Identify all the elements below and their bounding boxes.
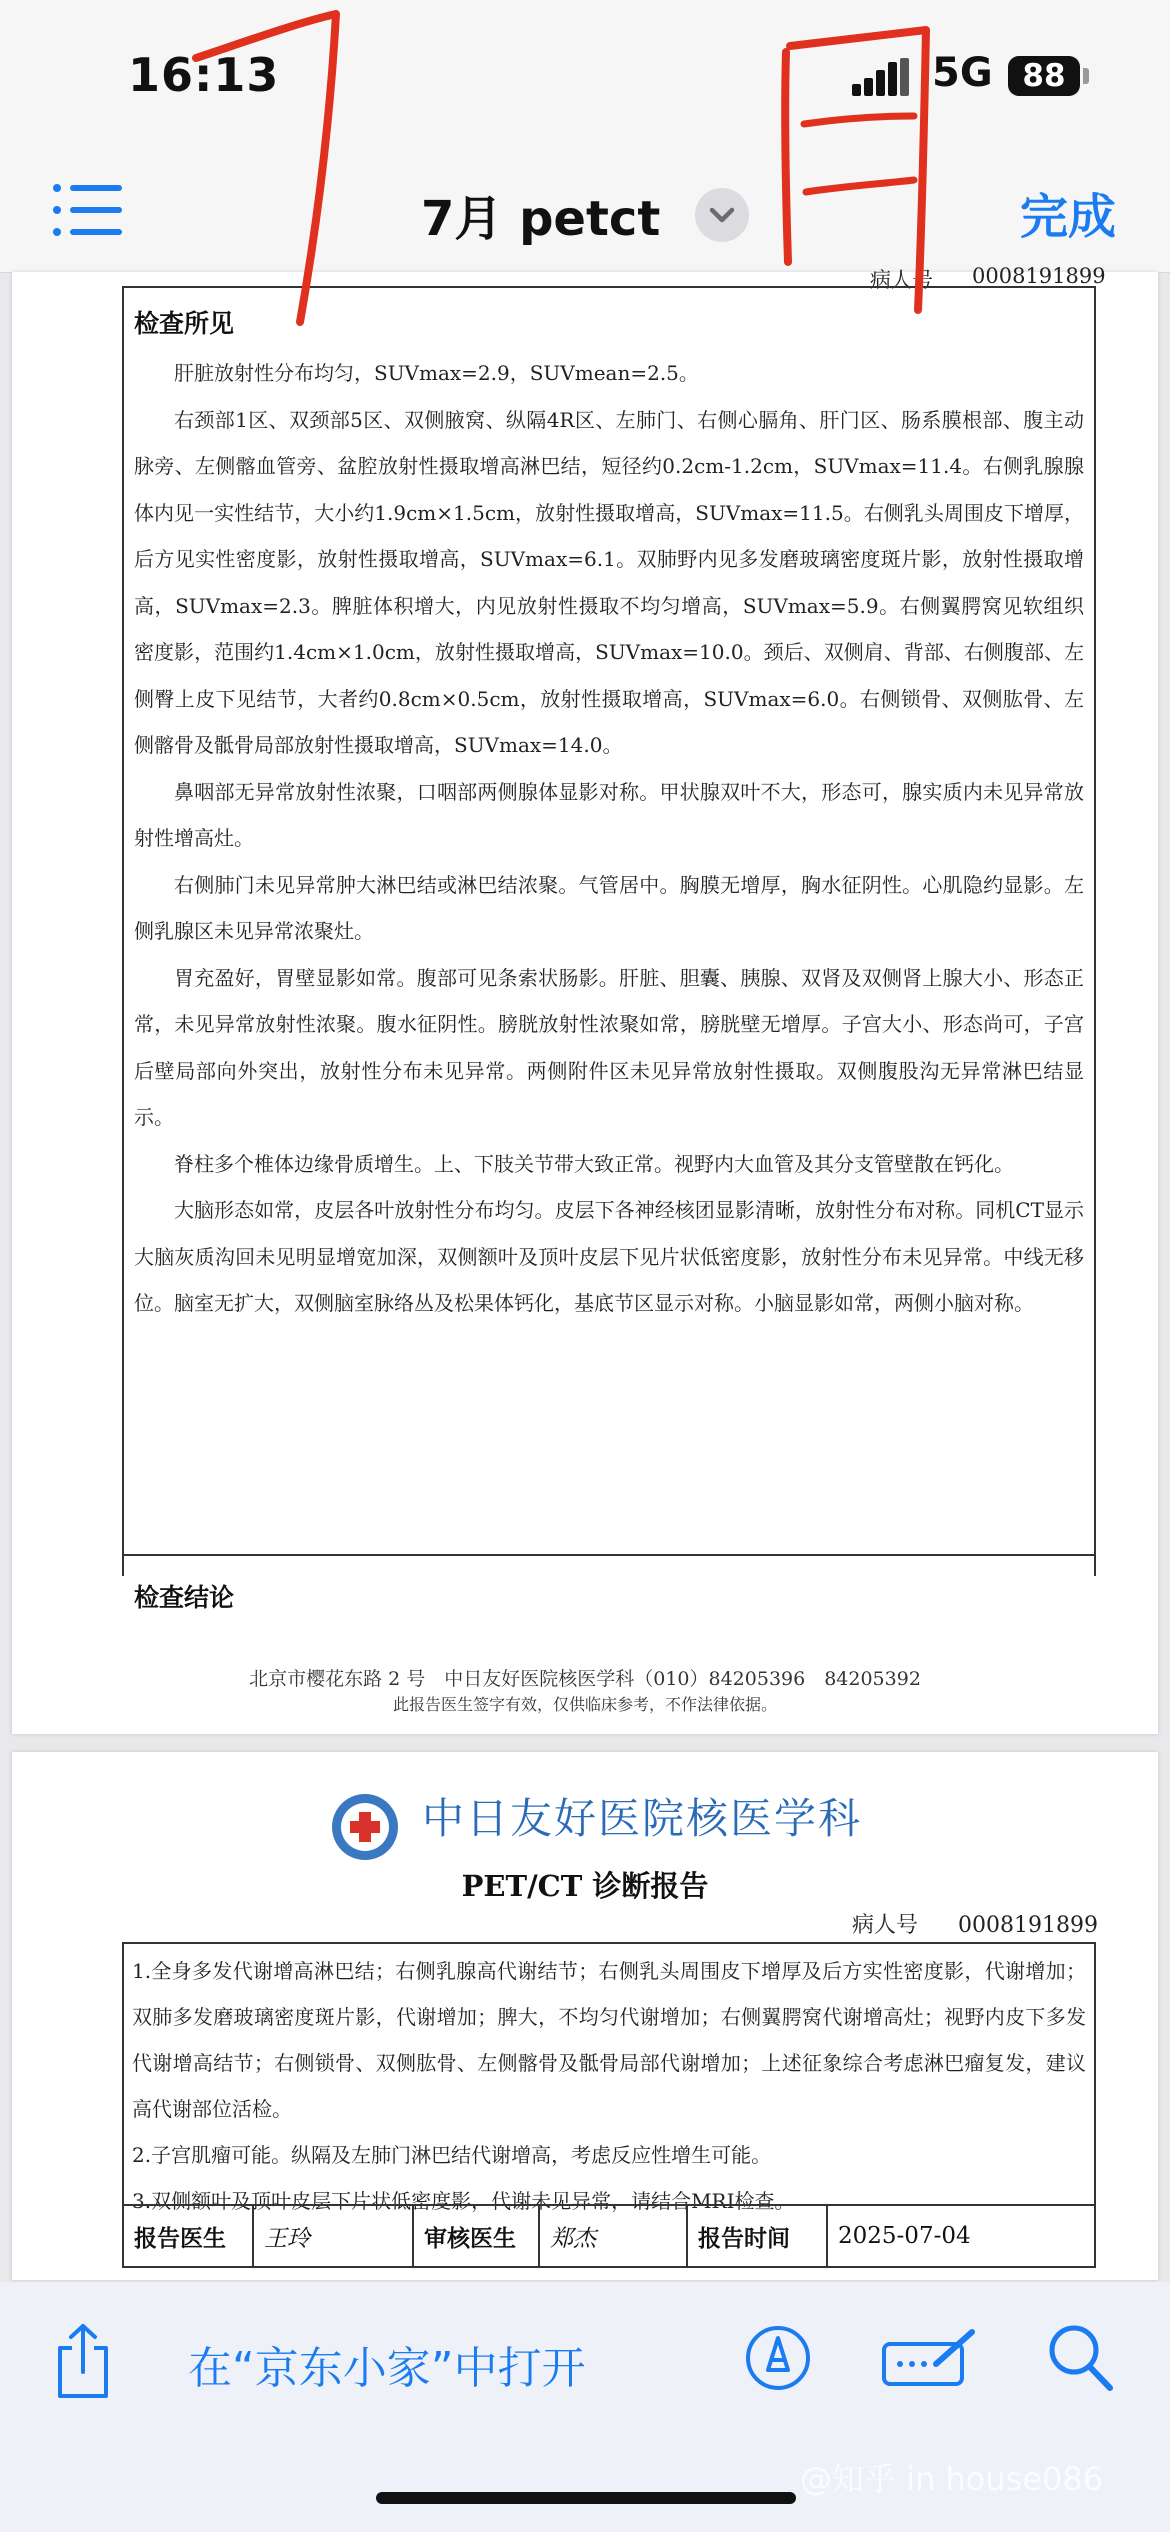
document-page-1[interactable] (12, 264, 1158, 1734)
finding-paragraph: 肝脏放射性分布均匀，SUVmax=2.9，SUVmean=2.5。 (174, 361, 699, 385)
report-title: PET/CT 诊断报告 (461, 1869, 709, 1903)
findings-heading: 检查所见 (134, 309, 235, 338)
report-doctor-signature: 王玲 (254, 2206, 414, 2266)
markup-pen-icon[interactable] (744, 2324, 812, 2392)
conclusion-box (122, 1942, 1096, 2268)
status-bar (0, 0, 1170, 150)
finding-paragraph: 大脑形态如常，皮层各叶放射性分布均匀。皮层下各神经核团显影清晰，放射性分布对称。同机CT显示大脑灰质沟回未见明显增宽加深，双侧额叶及顶叶皮层下见片状低密度影，放射性分布未见异常。中线无移位。脑室无扩大，双侧脑室脉络丛及松果体钙化，基底节区显示对称。小脑显影如常，两侧小脑对称。 (134, 1198, 1084, 1315)
conclusion-heading: 检查结论 (134, 1583, 235, 1612)
hospital-logo-icon (332, 1794, 398, 1860)
findings-box (122, 286, 1096, 1612)
page-footer-disclaimer: 此报告医生签字有效，仅供临床参考，不作法律依据。 (392, 1695, 777, 1714)
hospital-name: 中日友好医院核医学科 (422, 1794, 863, 1843)
battery-icon: 88 (1008, 56, 1080, 96)
patient-id-value-cut: 0008191899 (972, 264, 1106, 288)
section-divider (124, 1554, 1094, 1556)
battery-tip (1083, 68, 1089, 84)
conclusion-item: 3.双侧额叶及顶叶皮层下片状低密度影，代谢未见异常，请结合MRI检查。 (132, 2189, 795, 2213)
report-time-label: 报告时间 (688, 2206, 828, 2266)
conclusion-item: 2.子宫肌瘤可能。纵隔及左肺门淋巴结代谢增高，考虑反应性增生可能。 (132, 2143, 772, 2167)
document-title-text: 7月 petct (420, 191, 661, 247)
patient-id (852, 1908, 1098, 1939)
watermark: @知乎 in house086 (800, 2460, 1104, 2498)
signature-icon[interactable] (880, 2326, 978, 2390)
home-indicator[interactable] (376, 2492, 796, 2504)
conclusion-item: 1.全身多发代谢增高淋巴结；右侧乳腺高代谢结节；右侧乳头周围皮下增厚及后方实性密度影，代谢增加；双肺多发磨玻璃密度斑片影，代谢增加；脾大，不均匀代谢增加；右侧翼腭窝代谢增高灶；视野内皮下多发代谢增高结节；右侧锁骨、双侧肱骨、左侧髂骨及骶骨局部代谢增加；上述征象综合考虑淋巴瘤复发，建议高代谢部位活检。 (132, 1959, 1086, 2121)
finding-paragraph: 右颈部1区、双颈部5区、双侧腋窝、纵隔4R区、左肺门、右侧心膈角、肝门区、肠系膜根部、腹主动脉旁、左侧髂血管旁、盆腔放射性摄取增高淋巴结，短径约0.2cm-1.2cm，SUVmax=11.4。右侧乳腺腺体内见一实性结节，大小约1.9cm×1.5cm，放射性摄取增高，SUVmax=11.5。右侧乳头周围皮下增厚，后方见实性密度影，放射性摄取增高，SUVmax=6.1。双肺野内见多发磨玻璃密度斑片影，放射性摄取增高，SUVmax=2.3。脾脏体积增大，内见放射性摄取不均匀增高，SUVmax=5.9。右侧翼腭窝见软组织密度影，范围约1.4cm×1.0cm，放射性摄取增高，SUVmax=10.0。颈后、双侧肩、背部、右侧腹部、左侧臀上皮下见结节，大者约0.8cm×0.5cm，放射性摄取增高，SUVmax=6.0。右侧锁骨、双侧肱骨、左侧髂骨及骶骨局部放射性摄取增高，SUVmax=14.0。 (134, 407, 1084, 757)
network-type: 5G (932, 50, 993, 96)
signature-row (124, 2204, 1094, 2266)
report-time-value: 2025-07-04 (838, 2223, 971, 2249)
finding-paragraph: 脊柱多个椎体边缘骨质增生。上、下肢关节带大致正常。视野内大血管及其分支管壁散在钙化。 (174, 1151, 1014, 1176)
document-page-2[interactable] (12, 1752, 1158, 2280)
finding-paragraph: 胃充盈好，胃壁显影如常。腹部可见条索状肠影。肝脏、胆囊、胰腺、双肾及双侧肾上腺大小、形态正常，未见异常放射性浓聚。腹水征阴性。膀胱放射性浓聚如常，膀胱壁无增厚。子宫大小、形态尚可，子宫后壁局部向外突出，放射性分布未见异常。两侧附件区未见异常放射性摄取。双侧腹股沟无异常淋巴结显示。 (134, 965, 1084, 1129)
review-doctor-signature: 郑杰 (540, 2206, 688, 2266)
report-doctor-label: 报告医生 (124, 2206, 254, 2266)
finding-paragraph: 右侧肺门未见异常肿大淋巴结或淋巴结浓聚。气管居中。胸膜无增厚，胸水征阴性。心肌隐约显影。左侧乳腺区未见异常浓聚灶。 (134, 872, 1084, 943)
document-title[interactable] (0, 180, 1170, 249)
share-icon[interactable] (52, 2322, 114, 2400)
patient-id-value: 0008191899 (958, 1913, 1098, 1938)
patient-id-label: 病人号 (852, 1913, 919, 1938)
page-footer-address: 北京市樱花东路 2 号 中日友好医院核医学科（010）84205396 84205392 (249, 1668, 921, 1690)
title-menu-button[interactable] (695, 188, 749, 242)
search-icon[interactable] (1046, 2322, 1116, 2394)
chevron-down-icon (695, 188, 749, 242)
status-time: 16:13 (128, 48, 280, 102)
finding-paragraph: 鼻咽部无异常放射性浓聚，口咽部两侧腺体显影对称。甲状腺双叶不大，形态可，腺实质内未见异常放射性增高灶。 (134, 779, 1084, 850)
cellular-signal-icon (852, 58, 912, 96)
review-doctor-label: 审核医生 (414, 2206, 540, 2266)
bottom-toolbar (0, 2282, 1170, 2532)
patient-id-label-cut: 病人号 (870, 268, 933, 292)
done-button[interactable]: 完成 (1019, 189, 1116, 245)
open-in-app-button[interactable]: 在“京东小家”中打开 (188, 2343, 586, 2394)
nav-bar (0, 150, 1170, 273)
